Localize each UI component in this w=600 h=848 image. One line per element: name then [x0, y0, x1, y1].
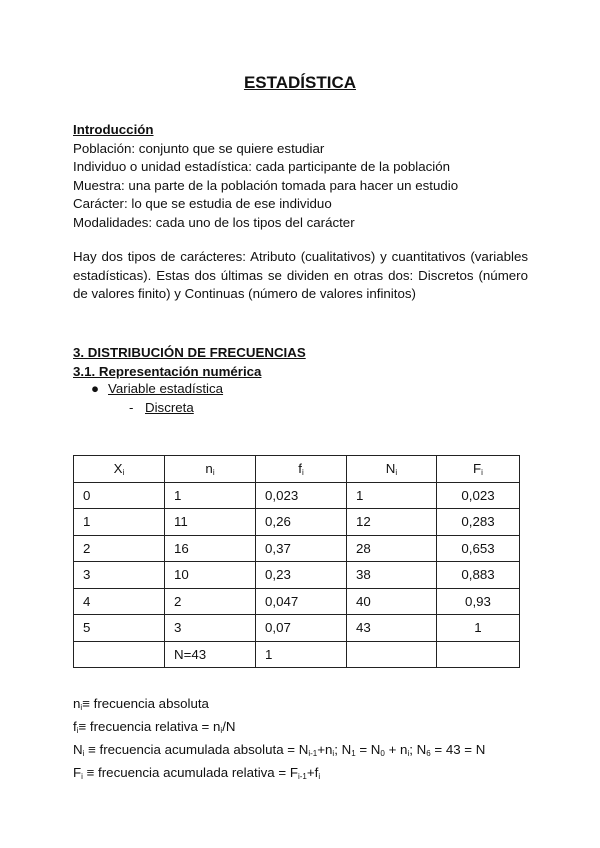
column-header: $f_i$ — [256, 456, 347, 483]
table-cell: 2 — [74, 535, 165, 562]
intro-line: Carácter: lo que se estudia de ese individuo — [73, 196, 332, 212]
table-cell: 1 — [165, 482, 256, 509]
table-cell — [437, 641, 520, 668]
table-cell: 0,93 — [437, 588, 520, 615]
column-header: $n_i$ — [165, 456, 256, 483]
column-header: $X_i$ — [74, 456, 165, 483]
table-cell: 0,37 — [256, 535, 347, 562]
bullet-item — [91, 380, 223, 399]
table-cell: 3 — [74, 562, 165, 589]
table-cell: 0 — [74, 482, 165, 509]
subsection-heading: 3.1. Representación numérica — [73, 363, 262, 379]
table-cell: 3 — [165, 615, 256, 642]
table-cell: 1 — [256, 641, 347, 668]
table-row — [74, 615, 520, 642]
intro-line: Muestra: una parte de la población tomada para hacer un estudio — [73, 177, 459, 193]
table-cell: 0,26 — [256, 509, 347, 536]
table-row — [74, 509, 520, 536]
legend-line: $N_i$ ≡ frecuencia acumulada absoluta = $N_{i-1}+n_i$; $N_1 = N_0 + n_i$; $N_6 = 43 = N$ — [73, 742, 486, 758]
table-cell: 0,283 — [437, 509, 520, 536]
intro-heading: Introducción — [73, 122, 154, 137]
intro-line: Individuo o unidad estadística: cada participante de la población — [73, 159, 451, 175]
table-cell — [347, 641, 437, 668]
sub-bullet-item — [129, 399, 194, 418]
dash-marker: - — [129, 400, 134, 415]
table-cell: 4 — [74, 588, 165, 615]
table-header-row — [74, 456, 520, 483]
table-cell: 0,23 — [256, 562, 347, 589]
table-cell: 1 — [437, 615, 520, 642]
table-cell: 0,047 — [256, 588, 347, 615]
table-row — [74, 482, 520, 509]
table-cell: 1 — [74, 509, 165, 536]
table-row — [74, 562, 520, 589]
section-heading: 3. DISTRIBUCIÓN DE FRECUENCIAS — [73, 345, 306, 360]
legend — [73, 694, 485, 786]
table-row — [74, 588, 520, 615]
legend-line: $n_i\equiv$ frecuencia absoluta — [73, 696, 209, 712]
intro-line: Modalidades: cada uno de los tipos del carácter — [73, 214, 355, 230]
table-cell: 16 — [165, 535, 256, 562]
table-cell: 28 — [347, 535, 437, 562]
section-headings — [73, 344, 528, 381]
page-title: ESTADÍSTICA — [243, 73, 357, 92]
legend-line: $f_i\equiv$ frecuencia relativa = $n_i/N$ — [73, 719, 236, 735]
table-cell: 12 — [347, 509, 437, 536]
column-header: $F_i$ — [437, 456, 520, 483]
intro-section — [73, 121, 528, 233]
column-header: $N_i$ — [347, 456, 437, 483]
table-cell: 5 — [74, 615, 165, 642]
sub-bullet-label: Discreta — [145, 400, 194, 415]
table-cell: 0,023 — [256, 482, 347, 509]
bullet-label: Variable estadística — [108, 381, 224, 396]
table-cell: 40 — [347, 588, 437, 615]
table-cell: N=43 — [165, 641, 256, 668]
table-cell: 0,653 — [437, 535, 520, 562]
character-types-paragraph: Hay dos tipos de carácteres: Atributo (cualitativos) y cuantitativos (variables estadísticas). Estas dos últimas se dividen en otras dos: Discretos (número de valores finito) y Continuas (número de valores infinitos) — [73, 249, 528, 302]
table-cell: 0,023 — [437, 482, 520, 509]
table-cell: 11 — [165, 509, 256, 536]
table-cell: 38 — [347, 562, 437, 589]
table-cell: 43 — [347, 615, 437, 642]
table-cell: 2 — [165, 588, 256, 615]
intro-line: Población: conjunto que se quiere estudiar — [73, 140, 325, 156]
table-row — [74, 535, 520, 562]
bullet-marker: ● — [91, 381, 100, 396]
legend-line: $F_i$ ≡ frecuencia acumulada relativa = $F_{i-1}+f_i$ — [73, 765, 321, 781]
frequency-table — [73, 455, 520, 668]
table-cell: 1 — [347, 482, 437, 509]
table-cell: 10 — [165, 562, 256, 589]
table-row — [74, 641, 520, 668]
table-cell — [74, 641, 165, 668]
table-cell: 0,07 — [256, 615, 347, 642]
table-cell: 0,883 — [437, 562, 520, 589]
